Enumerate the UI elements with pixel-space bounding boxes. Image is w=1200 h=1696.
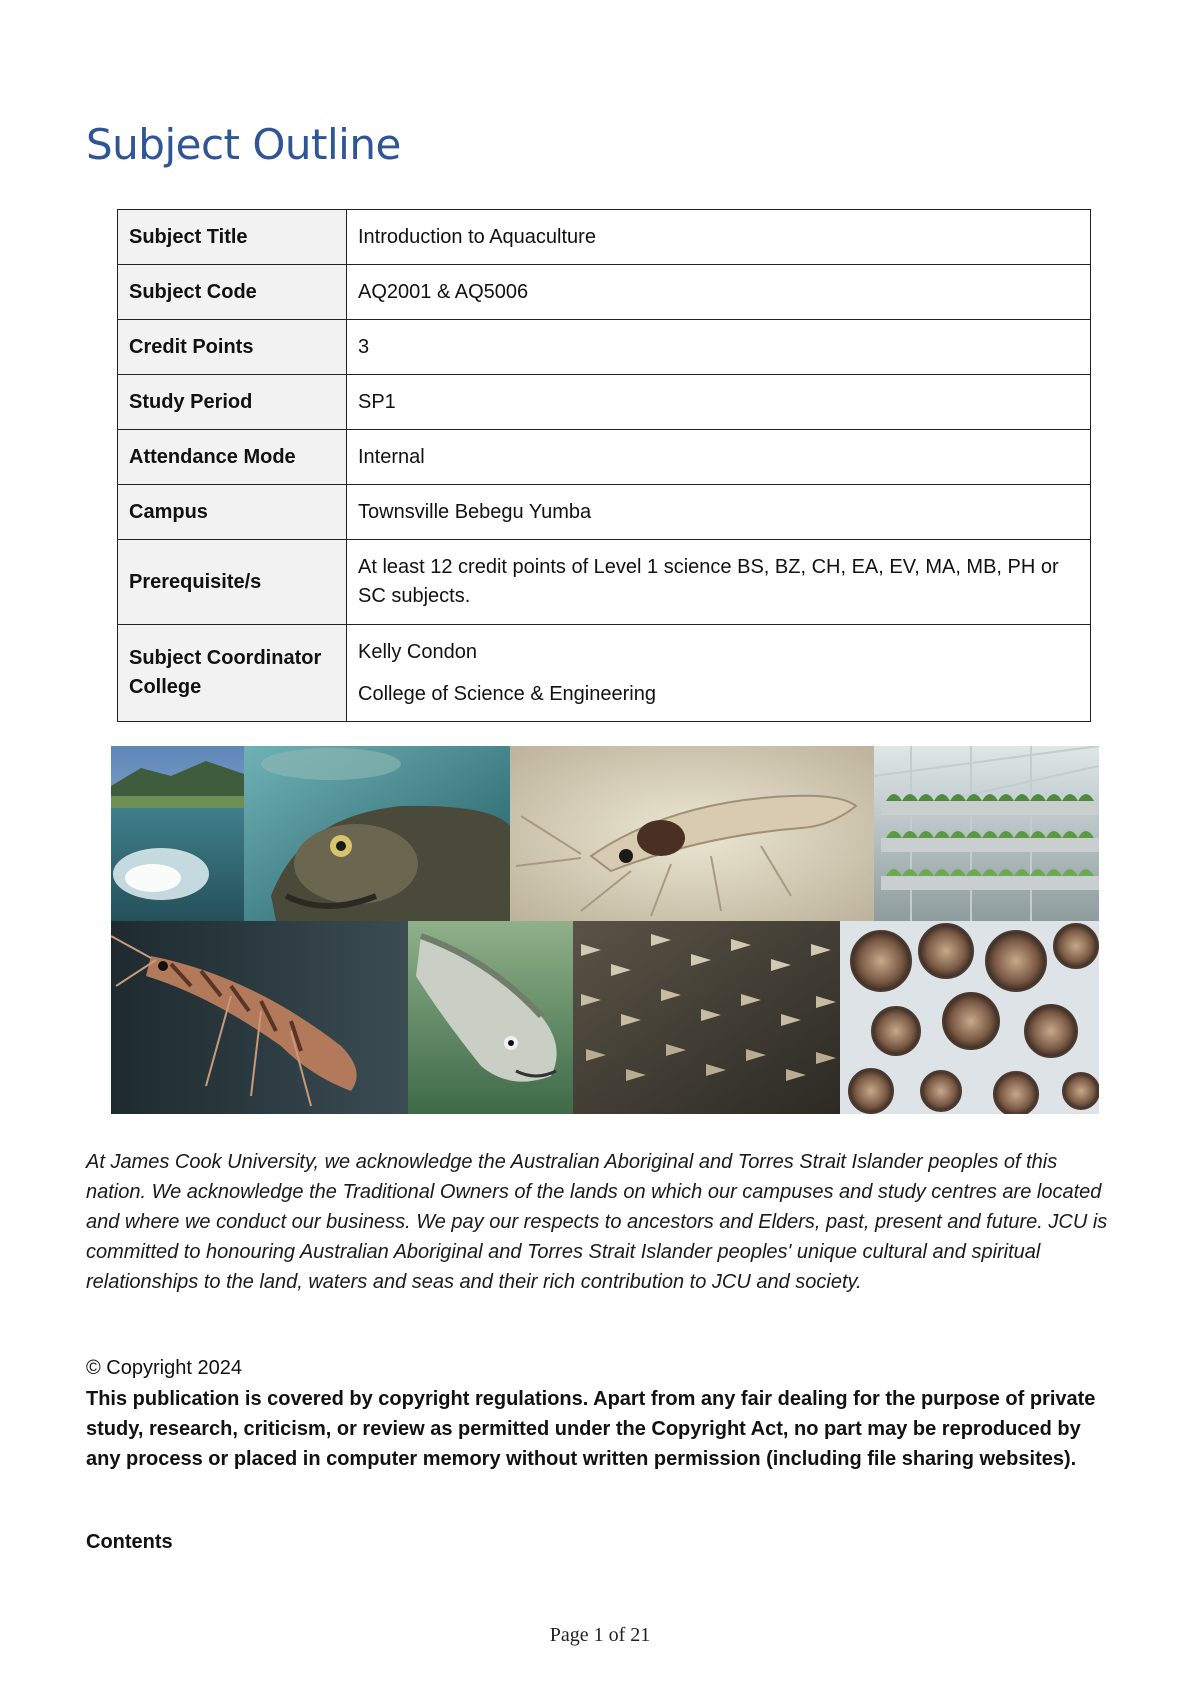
coordinator-name: Kelly Condon [358,640,477,663]
table-row [118,320,1091,375]
row-value: At least 12 credit points of Level 1 science BS, BZ, CH, EA, EV, MA, MB, PH or SC subjects. [347,540,1091,625]
subject-details-table [117,209,1091,722]
copyright-notice: This publication is covered by copyright regulations. Apart from any fair dealing for the purpose of private study, research, criticism, or review as permitted under the Copyright Act, no part may be reproduced by any process or placed in computer memory without written permission (including file sharing websites). [86,1388,1096,1470]
table-row [118,265,1091,320]
row-value: SP1 [347,375,1091,430]
row-value: 3 [347,320,1091,375]
row-label: Attendance Mode [118,430,347,485]
contents-heading: Contents [86,1531,173,1553]
prawn-larva-photo [510,746,874,921]
row-label: Subject Code [118,265,347,320]
aerator-pond-photo [111,746,244,921]
table-row [118,375,1091,430]
college-label: College [129,676,202,698]
table-row [118,210,1091,265]
coordinator-label: Subject Coordinator [129,647,322,669]
barramundi-photo [408,921,573,1114]
coordinator-row [118,625,1091,722]
row-value: Introduction to Aquaculture [347,210,1091,265]
row-label: Study Period [118,375,347,430]
row-value: AQ2001 & AQ5006 [347,265,1091,320]
row-label [118,625,347,722]
table-row [118,430,1091,485]
hydroponic-greenhouse-photo [874,746,1099,921]
row-label: Credit Points [118,320,347,375]
oyster-larvae-photo [840,921,1099,1114]
acknowledgement-of-country: At James Cook University, we acknowledge the Australian Aboriginal and Torres Strait Islander peoples of this nation. We acknowledge the Traditional Owners of the lands on which our campuses and study centres are located and where we conduct our business. We pay our respects to ancestors and Elders, past, present and future. JCU is committed to honouring Australian Aboriginal and Torres Strait Islander peoples' unique cultural and spiritual relationships to the land, waters and seas and their rich contribution to JCU and society. [86,1151,1108,1293]
giant-prawn-photo [111,921,408,1114]
row-value: Internal [347,430,1091,485]
page-title: Subject Outline [86,120,401,169]
page-number: Page 1 of 21 [549,1624,651,1646]
table-row [118,540,1091,625]
row-value [347,625,1091,722]
fish-fry-school-photo [573,921,840,1114]
aquaculture-photo-collage [111,746,1099,1114]
grouper-fish-photo [244,746,510,921]
college-name: College of Science & Engineering [358,682,656,705]
row-label: Prerequisite/s [118,540,347,625]
row-value: Townsville Bebegu Yumba [347,485,1091,540]
row-label: Campus [118,485,347,540]
row-label: Subject Title [118,210,347,265]
table-row [118,485,1091,540]
copyright-line: © Copyright 2024 [86,1357,242,1379]
